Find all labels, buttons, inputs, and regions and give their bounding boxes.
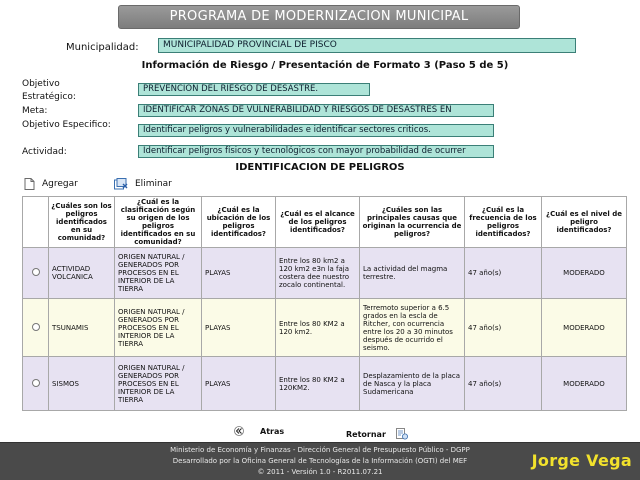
cell-alcance: Entre los 80 km2 a 120 km2 e3n la faja costera dee nuestro zocalo continental. [276,248,360,299]
cell-origen: ORIGEN NATURAL / GENERADOS POR PROCESOS EN EL INTERIOR DE LA TIERRA [115,299,202,357]
return-icon [396,428,408,440]
remove-button[interactable] [114,178,172,190]
table-row[interactable] [23,299,627,357]
cell-peligro: SISMOS [49,357,115,411]
table-header-frecuencia: ¿Cuál es la frecuencia de los peligros identificados? [465,197,542,248]
cell-origen: ORIGEN NATURAL / GENERADOS POR PROCESOS EN EL INTERIOR DE LA TIERRA [115,357,202,411]
meta-field[interactable]: IDENTIFICAR ZONAS DE VULNERABILIDAD Y RIESGOS DE DESASTRES EN [138,104,494,117]
author-watermark: Jorge Vega [531,451,632,470]
cell-peligro: TSUNAMIS [49,299,115,357]
section-title: IDENTIFICACION DE PELIGROS [235,162,405,173]
table-header-nivel: ¿Cuál es el nivel de peligro identificados? [542,197,627,248]
cell-origen: ORIGEN NATURAL / GENERADOS POR PROCESOS EN EL INTERIOR DE LA TIERRA [115,248,202,299]
table-header-ubicacion: ¿Cuál es la ubicación de los peligros identificados? [202,197,276,248]
row-radio[interactable] [32,268,40,276]
objetivo-especifico-field[interactable]: Identificar peligros y vulnerabilidades e identificar sectores criticos. [138,124,494,137]
footer-line-1: Ministerio de Economía y Finanzas - Dirección General de Presupuesto Público - DGPP [170,446,470,454]
row-radio[interactable] [32,323,40,331]
back-button[interactable] [234,426,284,436]
cell-alcance: Entre los 80 KM2 a 120KM2. [276,357,360,411]
step-title: Información de Riesgo / Presentación de Formato 3 (Paso 5 de 5) [141,60,509,71]
cell-nivel: MODERADO [542,357,627,411]
add-label: Agregar [42,179,78,189]
row-select-cell [23,248,49,299]
municipalidad-field[interactable]: MUNICIPALIDAD PROVINCIAL DE PISCO [158,38,576,53]
cell-causas: Desplazamiento de la placa de Nasca y la placa Sudamericana [360,357,465,411]
objetivo-especifico-label: Objetivo Especifico: [22,120,111,130]
row-radio[interactable] [32,379,40,387]
footer-line-3: © 2011 - Versión 1.0 - R2011.07.21 [257,468,383,476]
cell-frecuencia: 47 año(s) [465,299,542,357]
delete-icon [114,178,128,190]
document-icon [24,178,35,190]
back-label: Atras [260,426,285,436]
cell-nivel: MODERADO [542,248,627,299]
cell-causas: La actividad del magma terrestre. [360,248,465,299]
objetivo-estrategico-field[interactable]: PREVENCION DEL RIESGO DE DESASTRE. [138,83,370,96]
cell-frecuencia: 47 año(s) [465,357,542,411]
page-title: PROGRAMA DE MODERNIZACION MUNICIPAL [118,5,520,29]
table-header-peligros: ¿Cuáles son los peligros identificados en su comunidad? [49,197,115,248]
cell-ubicacion: PLAYAS [202,248,276,299]
cell-ubicacion: PLAYAS [202,299,276,357]
actividad-field[interactable]: Identificar peligros físicos y tecnológicos con mayor probabilidad de ocurrer [138,145,494,158]
add-button[interactable] [24,178,78,190]
actividad-label: Actividad: [22,147,67,157]
table-header-causas: ¿Cuáles son las principales causas que originan la ocurrencia de peligros? [360,197,465,248]
cell-nivel: MODERADO [542,299,627,357]
peligros-table [22,196,627,411]
cell-causas: Terremoto superior a 6.5 grados en la escla de Ritcher, con ocurrencia entre los 20 a 30 minutos después de ocurrido el seismo. [360,299,465,357]
main-content [0,34,640,442]
footer-line-2: Desarrollado por la Oficina General de Tecnologías de la Información (OGTI) del MEF [172,457,468,465]
table-row[interactable] [23,357,627,411]
table-row[interactable] [23,248,627,299]
table-header-row [23,197,627,248]
table-header-clasificacion: ¿Cuál es la clasificación según su origen de los peligros identificados en su comunidad? [115,197,202,248]
cell-alcance: Entre los 80 KM2 a 120 km2. [276,299,360,357]
return-label: Retornar [346,429,386,439]
title-bar [0,0,640,34]
remove-label: Eliminar [135,179,172,189]
table-header-select [23,197,49,248]
table-header-alcance: ¿Cuál es el alcance de los peligros identificados? [276,197,360,248]
return-button[interactable] [346,428,408,440]
row-select-cell [23,299,49,357]
cell-peligro: ACTIVIDAD VOLCANICA [49,248,115,299]
double-chevron-left-icon [234,426,244,436]
municipalidad-label: Municipalidad: [66,42,139,53]
cell-frecuencia: 47 año(s) [465,248,542,299]
cell-ubicacion: PLAYAS [202,357,276,411]
row-select-cell [23,357,49,411]
meta-label: Meta: [22,106,48,116]
objetivo-estrategico-label: Objetivo Estratégico: [22,79,76,102]
